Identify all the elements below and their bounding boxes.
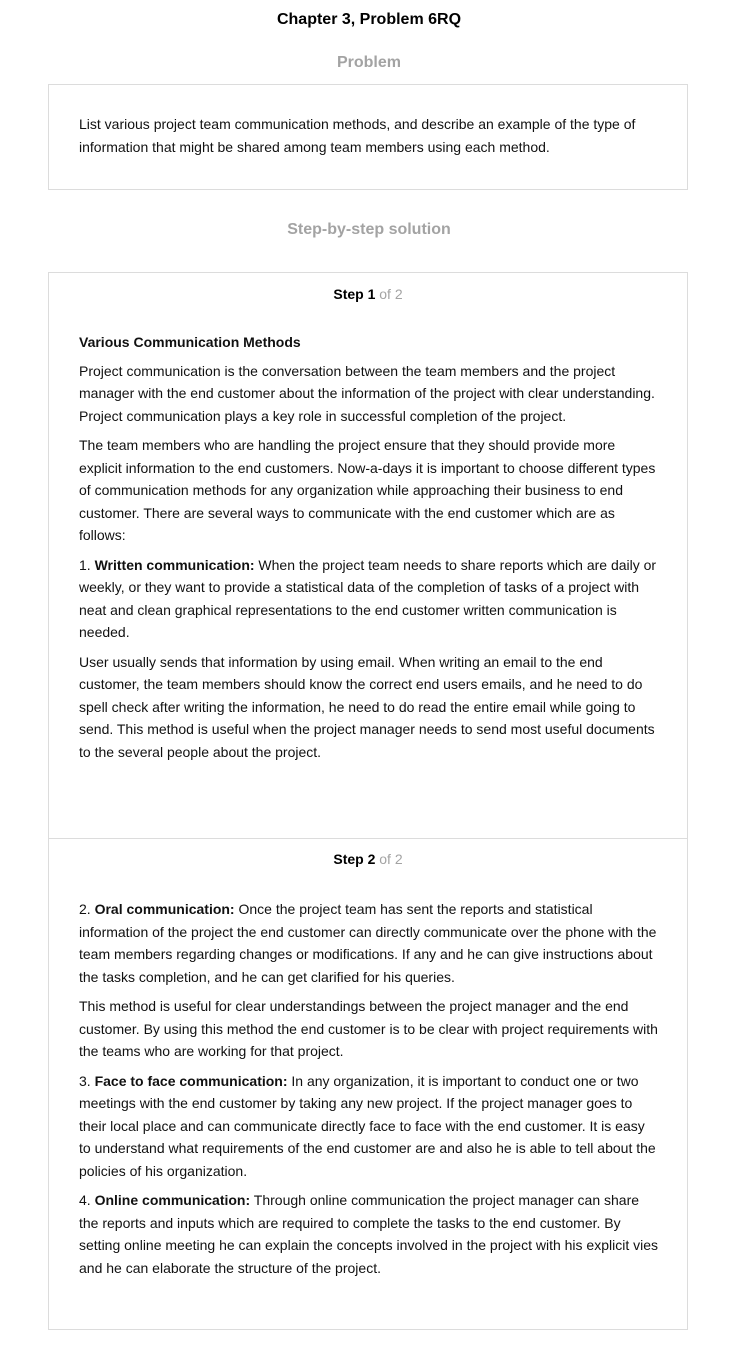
step-count: of 2 xyxy=(375,286,403,302)
item-title: Written communication: xyxy=(94,556,255,573)
step-label: Step 1 xyxy=(333,286,376,302)
steps-box xyxy=(48,272,688,1330)
item-number: 2. xyxy=(79,901,95,917)
list-item xyxy=(79,1189,659,1279)
step-header xyxy=(49,286,687,302)
paragraph: The team members who are handling the project ensure that they should provide more explicit information to the end customers. Now-a-days it is important to choose different types of communication methods for any organization while approaching their business to end customer. There are several ways to communicate with the end customer which are as follows: xyxy=(79,437,656,543)
item-title: Oral communication: xyxy=(94,901,235,917)
item-text: Once the project team has sent the reports and statistical information of the project the end customer can directly communicate over the phone with the team members regarding changes or modifications. If any and he can give instructions about the tasks completion, and he can get clarified for his queries. xyxy=(79,901,657,985)
item-text: When the project team needs to share reports which are daily or weekly, or they want to provide a statistical data of the completion of tasks of a project with neat and clean graphical representations to the end customer written communication is needed. xyxy=(79,556,657,640)
step-heading: Various Communication Methods xyxy=(79,334,301,350)
paragraph: User usually sends that information by using email. When writing an email to the end customer, the team members should know the correct end users emails, and he need to do spell check after writing the information, he need to do read the entire email while going to send. This method is useful when the project manager needs to send most useful documents to the several people about the project. xyxy=(79,653,655,760)
item-text: Through online communication the project manager can share the reports and inputs which are required to complete the tasks to the end customer. By setting online meeting he can explain the concepts involved in the project with his explicit vies and he can elaborate the structure of the project. xyxy=(79,1192,658,1276)
solution-heading: Step-by-step solution xyxy=(287,221,451,238)
paragraph: This method is useful for clear understandings between the project manager and the end customer. By using this method the end customer is to be clear with project requirements with the teams who are working for that project. xyxy=(79,998,658,1059)
item-title: Face to face communication: xyxy=(94,1072,288,1089)
item-number: 3. xyxy=(79,1072,95,1089)
step-body xyxy=(79,898,659,1286)
page-title: Chapter 3, Problem 6RQ xyxy=(276,11,462,28)
problem-heading: Problem xyxy=(336,54,401,71)
paragraph: Project communication is the conversation between the team members and the project manager with the end customer about the information of the project with clear understanding. Project communication plays a key role in successful completion of the project. xyxy=(79,362,655,424)
list-item xyxy=(79,898,659,988)
problem-text: List various project team communication methods, and describe an example of the type of information that might be shared among team members using each method. xyxy=(79,116,636,155)
item-title: Online communication: xyxy=(94,1192,251,1208)
list-item xyxy=(79,1070,659,1183)
list-item xyxy=(79,554,659,644)
step-2 xyxy=(49,838,687,1329)
step-count: of 2 xyxy=(375,851,403,867)
item-text: In any organization, it is important to conduct one or two meetings with the end customer by taking any new project. If the project manager goes to their local place and can communicate directly face to face with the end customer. It is easy to understand what requirements of the end customer are and also he is able to tell about the policies of his organization. xyxy=(79,1072,656,1179)
step-1 xyxy=(49,273,687,839)
step-label: Step 2 xyxy=(333,851,376,867)
step-body xyxy=(79,331,659,770)
item-number: 1. xyxy=(79,556,95,573)
problem-box xyxy=(48,84,688,190)
step-header xyxy=(49,851,687,867)
item-number: 4. xyxy=(79,1192,95,1208)
